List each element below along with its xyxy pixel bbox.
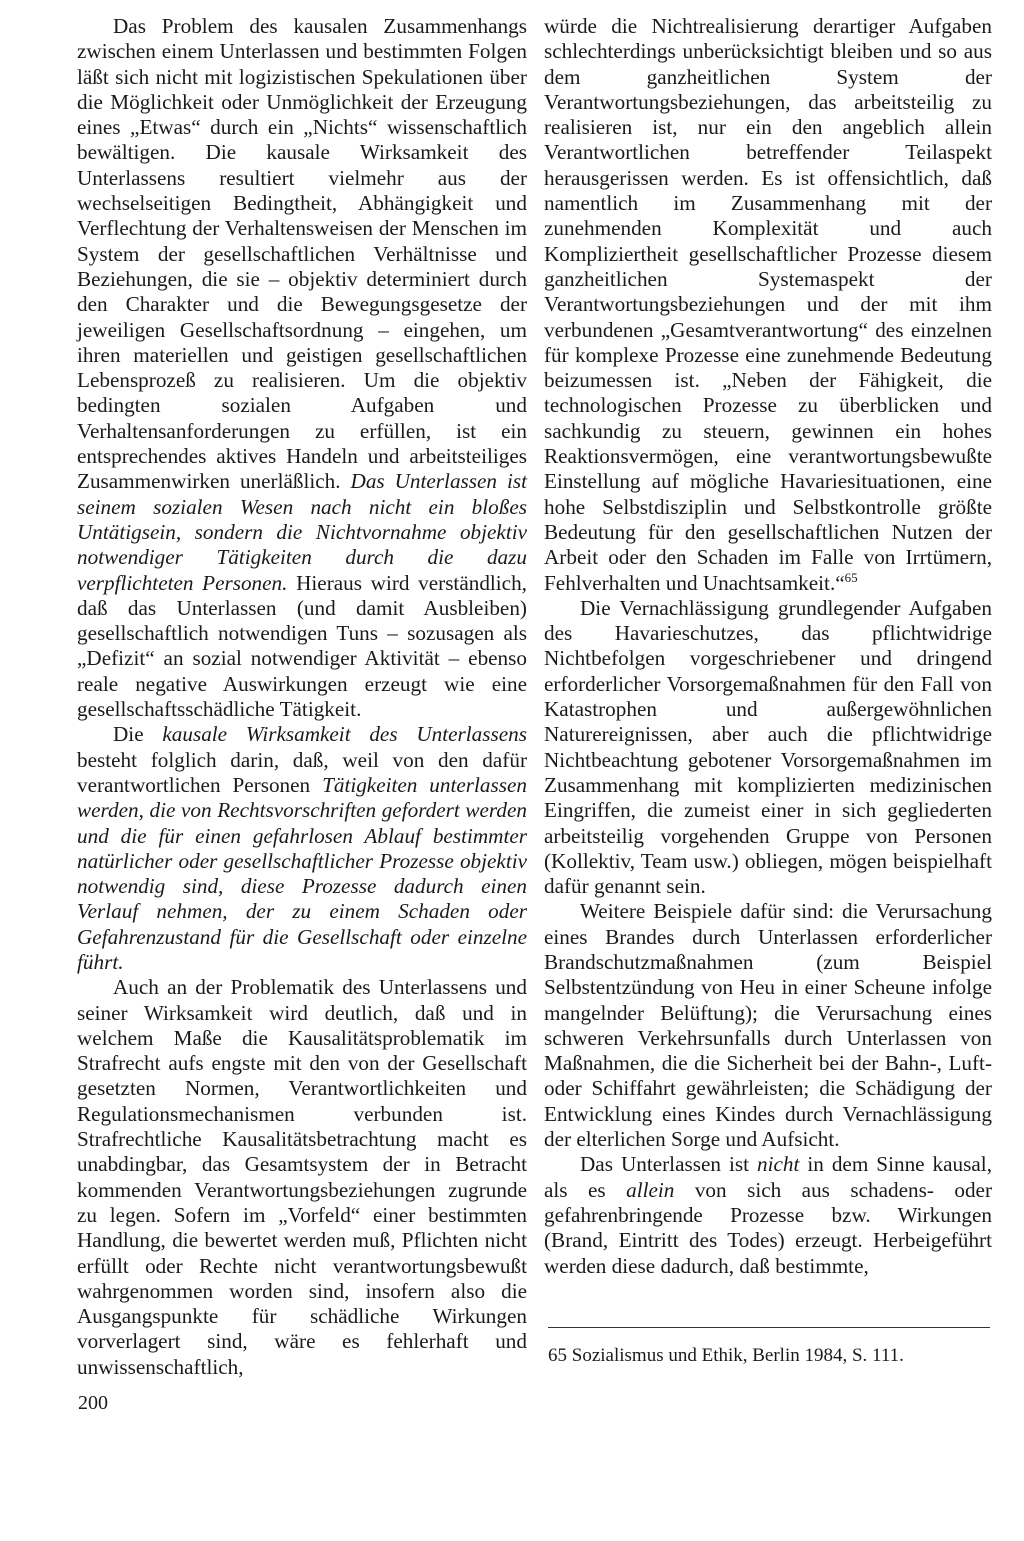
emphasized-text: kausale Wirksamkeit des Unterlassens [162, 722, 527, 747]
paragraph-text: besteht folglich darin, daß, weil von den dafür verantwortlichen Personen [77, 747, 527, 797]
paragraph [77, 722, 527, 975]
paragraph-text: Das Unterlassen ist [580, 1152, 757, 1177]
paragraph [544, 14, 992, 596]
paragraph-text: Hieraus wird verständlich, daß das Unterlassen (und damit Ausbleiben) gesellschaftlich notwendigen Tuns – sozusagen als „Defizit“ an sozial notwendiger Aktivität – ebenso reale negative Auswirkungen erzeugt wie eine gesellschaftsschädliche Tätigkeit. [77, 570, 527, 722]
paragraph-text: von sich aus schadens- oder gefahrenbringende Prozesse bzw. Wirkungen (Brand, Eintritt des Todes) erzeugt. Herbeigeführt werden diese dadurch, daß bestimmte, [544, 1177, 993, 1278]
page-number: 200 [78, 1392, 108, 1414]
emphasized-text: allein [626, 1177, 675, 1202]
paragraph [544, 1152, 992, 1278]
paragraph [544, 899, 992, 1152]
left-column [77, 14, 527, 1380]
paragraph-text: Das Problem des kausalen Zusammenhangs zwischen einem Unterlassen und bestimmten Folgen läßt sich nicht mit logizistischen Spekulationen über die Möglichkeit oder Unmöglichkeit der Erzeugung eines „Etwas“ durch ein „Nichts“ wissenschaftlich bewältigen. Die kausale Wirksamkeit des Unterlassens resultiert vielmehr aus der wechselseitigen Bedingtheit, Abhängigkeit und Verflechtung der Verhaltensweisen der Menschen im System der gesellschaftlichen Verhältnisse und Beziehungen, die sie – objektiv determiniert durch den Charakter und die Bewegungsgesetze der jeweiligen Gesellschaftsordnung – eingehen, um ihren materiellen und geistigen gesellschaftlichen Lebensprozeß zu realisieren. Um die objektiv bedingten sozialen Aufgaben und Verhaltensanforderungen zu erfüllen, ist ein entsprechendes aktives Handeln und arbeitsteiliges Zusammenwirken unerläßlich. [77, 14, 527, 494]
paragraph-text: in dem Sinne kausal, als es [544, 1152, 992, 1202]
paragraph-text: Weitere Beispiele dafür sind: die Verursachung eines Brandes durch Unterlassen erforderlicher Brandschutzmaßnahmen (zum Beispiel Selbstentzündung von Heu in einer Scheune infolge mangelnder Belüftung); die Verursachung eines schweren Verkehrsunfalls durch Unterlassen von Maßnahmen, die die Sicherheit bei der Bahn-, Luft- oder Schiffahrt gewährleisten; die Schädigung der Entwicklung eines Kindes durch Vernachlässigung der elterlichen Sorge und Aufsicht. [544, 899, 992, 1152]
paragraph-text: würde die Nichtrealisierung derartiger Aufgaben schlechterdings unberücksichtigt bleiben und so aus dem ganzheitlichen System der Verantwortungsbeziehungen, das arbeitsteilig zu realisieren ist, nur ein den angeblich allein Verantwortlichen betreffender Teilaspekt herausgerissen werden. Es ist offensichtlich, daß namentlich im Zusammenhang mit der zunehmenden Komplexität und auch Kompliziertheit gesellschaftlicher Prozesse diesem ganzheitlichen Systemaspekt der Verantwortungsbeziehungen und der mit ihm verbundenen „Gesamtverantwortung“ des einzelnen für komplexe Prozesse eine zunehmende Bedeutung beizumessen ist. „Neben der Fähigkeit, die technologischen Prozesse zu überblicken und sachkundig zu steuern, gewinnen ein hohes Reaktionsvermögen, eine verantwortungsbewußte Einstellung auf mögliche Havariesituationen, eine hohe Selbstdisziplin und Selbstkontrolle größte Bedeutung für den gesellschaftlichen Nutzen der Arbeit oder den Schaden im Falle von Irrtümern, Fehlverhalten und Unachtsamkeit.“ [544, 14, 992, 595]
paragraph [544, 596, 992, 900]
emphasized-text: Tätigkeiten unterlassen werden, die von Rechtsvorschriften gefordert werden und die für einen gefahrlosen Ablauf bestimmter natürlicher oder gesellschaftlicher Prozesse objektiv notwendig sind, diese Prozesse dadurch einen Verlauf nehmen, der zu einem Schaden oder Gefahrenzustand für die Gesellschaft oder einzelne führt. [77, 772, 527, 974]
emphasized-text: Das Unterlassen ist seinem sozialen Wesen nach nicht ein bloßes Untätigsein, sondern die Nichtvornahme objektiv notwendiger Tätigkeiten durch die dazu verpflichteten Personen. [77, 469, 528, 595]
right-column [544, 14, 992, 1279]
footnote: 65 Sozialismus und Ethik, Berlin 1984, S. 111. [548, 1345, 904, 1366]
footnote-divider [548, 1327, 990, 1328]
paragraph-text: Die [113, 722, 163, 747]
paragraph [77, 14, 527, 722]
emphasized-text: nicht [756, 1152, 800, 1177]
paragraph-text: Die Vernachlässigung grundlegender Aufgaben des Havarieschutzes, das pflichtwidrige Nichtbefolgen vorgeschriebener und dringend erforderlicher Vorsorgemaßnahmen für den Fall von Katastrophen und außergewöhnlichen Naturereignissen, aber auch die pflichtwidrige Nichtbeachtung gebotener Vorsorgemaßnahmen im Zusammenhang mit komplizierten medizinischen Eingriffen, die zumeist einer in sich gegliederten arbeitsteilig vorgehenden Gruppe von Personen (Kollektiv, Team usw.) obliegen, mögen beispielhaft dafür genannt sein. [544, 595, 992, 899]
footnote-reference[interactable]: 65 [844, 569, 858, 585]
paragraph-text: Auch an der Problematik des Unterlassens und seiner Wirksamkeit wird deutlich, daß und in welchem Maße die Kausalitätsproblematik im Strafrecht aufs engste mit den von der Gesellschaft gesetzten Normen, Verantwortlichkeiten und Regulationsmechanismen verbunden ist. Strafrechtliche Kausalitätsbetrachtung macht es unabdingbar, das Gesamtsystem der in Betracht kommenden Verantwortungsbeziehungen zugrunde zu legen. Sofern im „Vorfeld“ einer bestimmten Handlung, die bewertet werden muß, Pflichten nicht erfüllt oder Rechte nicht verantwortungsbewußt wahrgenommen worden sind, insofern also die Ausgangspunkte für schädliche Wirkungen vorverlagert sind, wäre es fehlerhaft und unwissenschaftlich, [77, 975, 527, 1379]
paragraph [77, 975, 527, 1380]
